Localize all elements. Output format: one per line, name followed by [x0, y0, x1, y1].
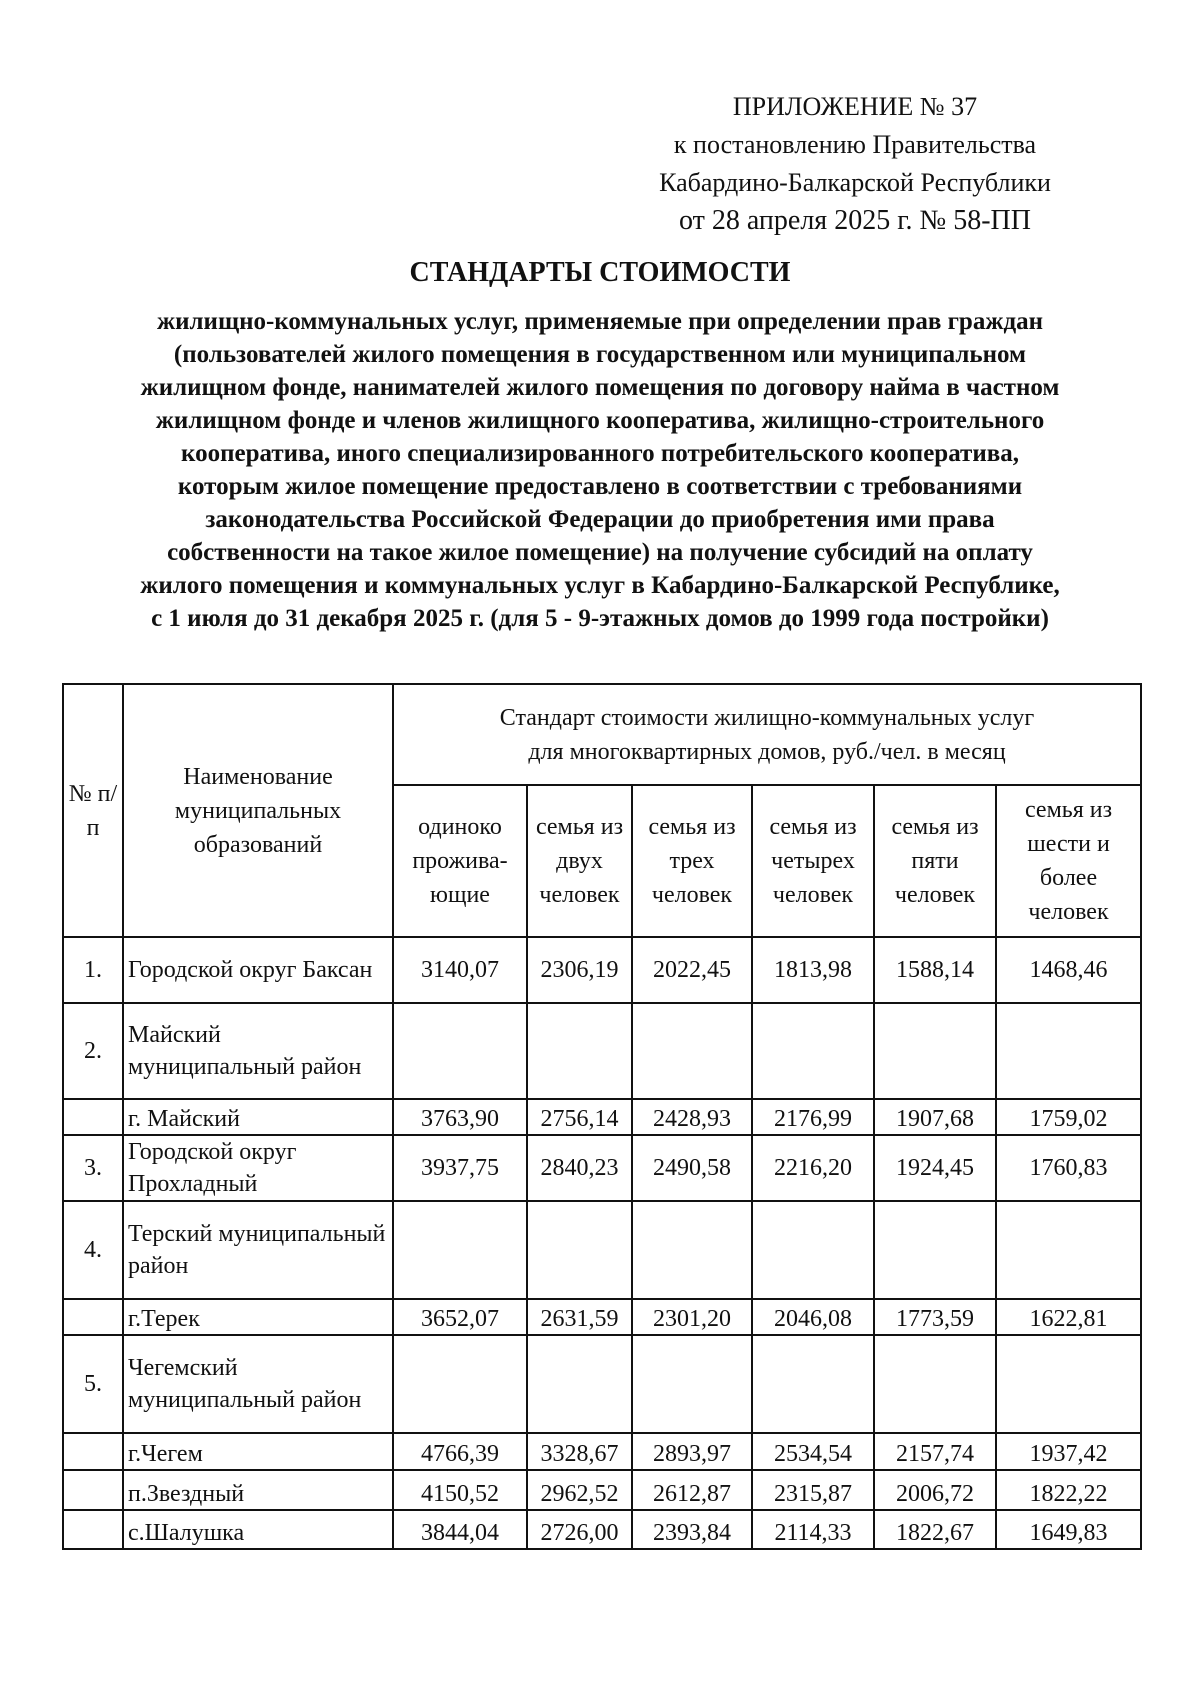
value-cell: [632, 1335, 752, 1433]
table-row: [63, 1335, 1141, 1433]
appendix-number: ПРИЛОЖЕНИЕ № 37: [732, 92, 978, 121]
header-family-2: семья из двух человек: [527, 785, 632, 937]
value-cell: [752, 1201, 874, 1299]
header-municipality: Наименование муниципальных образований: [123, 684, 393, 937]
row-number: 4.: [63, 1201, 123, 1299]
header-cost-standard-line: для многоквартирных домов, руб./чел. в месяц: [528, 738, 1006, 765]
municipality-name: г.Терек: [123, 1299, 393, 1335]
value-cell: 2756,14: [527, 1099, 632, 1135]
value-cell: 2893,97: [632, 1433, 752, 1470]
row-number: [63, 1470, 123, 1510]
value-cell: [632, 1201, 752, 1299]
value-cell: 1924,45: [874, 1135, 996, 1201]
value-cell: 1822,22: [996, 1470, 1141, 1510]
table-row: [63, 1099, 1141, 1135]
subtitle-line: с 1 июля до 31 декабря 2025 г. (для 5 - 9-этажных домов до 1999 года постройки): [151, 605, 1049, 632]
header-number: № п/п: [63, 684, 123, 937]
value-cell: 1622,81: [996, 1299, 1141, 1335]
value-cell: 2046,08: [752, 1299, 874, 1335]
header-single: одиноко прожива-ющие: [393, 785, 527, 937]
value-cell: 2315,87: [752, 1470, 874, 1510]
header-cost-standard: [393, 684, 1141, 785]
header-family-4: семья из четырех человек: [752, 785, 874, 937]
value-cell: 2176,99: [752, 1099, 874, 1135]
value-cell: 2490,58: [632, 1135, 752, 1201]
value-cell: 2612,87: [632, 1470, 752, 1510]
value-cell: 2726,00: [527, 1510, 632, 1549]
document-title: СТАНДАРТЫ СТОИМОСТИ: [409, 257, 791, 288]
subtitle-line: жилищно-коммунальных услуг, применяемые при определении прав граждан: [157, 308, 1043, 335]
value-cell: 1773,59: [874, 1299, 996, 1335]
header-cost-standard-line: Стандарт стоимости жилищно-коммунальных услуг: [499, 704, 1035, 731]
value-cell: [393, 1201, 527, 1299]
subtitle-line: жилищном фонде и членов жилищного кооператива, жилищно-строительного: [155, 407, 1045, 434]
table-row: [63, 1470, 1141, 1510]
document-subtitle: [60, 305, 1140, 635]
value-cell: 2962,52: [527, 1470, 632, 1510]
value-cell: 1822,67: [874, 1510, 996, 1549]
subtitle-line: законодательства Российской Федерации до приобретения ими права: [205, 506, 995, 533]
value-cell: 2114,33: [752, 1510, 874, 1549]
appendix-date: от 28 апреля 2025 г. № 58-ПП: [679, 205, 1031, 236]
row-number: [63, 1433, 123, 1470]
table-row: [63, 1510, 1141, 1549]
value-cell: 1588,14: [874, 937, 996, 1003]
subtitle-line: собственности на такое жилое помещение) на получение субсидий на оплату: [167, 539, 1033, 566]
municipality-name: Майский муниципальный район: [123, 1003, 393, 1099]
row-number: [63, 1099, 123, 1135]
municipality-name: с.Шалушка: [123, 1510, 393, 1549]
value-cell: 2006,72: [874, 1470, 996, 1510]
value-cell: 3844,04: [393, 1510, 527, 1549]
table-row: [63, 1135, 1141, 1201]
value-cell: 1937,42: [996, 1433, 1141, 1470]
value-cell: 1649,83: [996, 1510, 1141, 1549]
value-cell: [393, 1003, 527, 1099]
value-cell: [752, 1335, 874, 1433]
value-cell: 1759,02: [996, 1099, 1141, 1135]
table-row: [63, 1433, 1141, 1470]
value-cell: [996, 1003, 1141, 1099]
value-cell: 1813,98: [752, 937, 874, 1003]
value-cell: 1907,68: [874, 1099, 996, 1135]
row-number: [63, 1510, 123, 1549]
value-cell: [996, 1201, 1141, 1299]
value-cell: 2428,93: [632, 1099, 752, 1135]
value-cell: 2301,20: [632, 1299, 752, 1335]
row-number: [63, 1299, 123, 1335]
municipality-name: г. Майский: [123, 1099, 393, 1135]
value-cell: 3328,67: [527, 1433, 632, 1470]
table-row: [63, 937, 1141, 1003]
value-cell: 2840,23: [527, 1135, 632, 1201]
subtitle-line: жилого помещения и коммунальных услуг в Кабардино-Балкарской Республике,: [140, 572, 1060, 599]
value-cell: [632, 1003, 752, 1099]
appendix-header: [625, 88, 1085, 240]
row-number: 3.: [63, 1135, 123, 1201]
municipality-name: Терский муниципальный район: [123, 1201, 393, 1299]
table-row: [63, 1299, 1141, 1335]
value-cell: 2534,54: [752, 1433, 874, 1470]
value-cell: 3652,07: [393, 1299, 527, 1335]
value-cell: 2022,45: [632, 937, 752, 1003]
value-cell: 4150,52: [393, 1470, 527, 1510]
value-cell: [874, 1003, 996, 1099]
municipality-name: г.Чегем: [123, 1433, 393, 1470]
value-cell: 2157,74: [874, 1433, 996, 1470]
value-cell: 2393,84: [632, 1510, 752, 1549]
header-family-6-plus: семья из шести и более человек: [996, 785, 1141, 937]
value-cell: [393, 1335, 527, 1433]
value-cell: [752, 1003, 874, 1099]
header-family-5: семья из пяти человек: [874, 785, 996, 937]
value-cell: 2631,59: [527, 1299, 632, 1335]
value-cell: [996, 1335, 1141, 1433]
municipality-name: Городской округ Прохладный: [123, 1135, 393, 1201]
table-row: [63, 1201, 1141, 1299]
value-cell: 3140,07: [393, 937, 527, 1003]
value-cell: [874, 1201, 996, 1299]
header-family-3: семья из трех человек: [632, 785, 752, 937]
row-number: 1.: [63, 937, 123, 1003]
standards-table: [62, 683, 1142, 1550]
subtitle-line: жилищном фонде, нанимателей жилого помещения по договору найма в частном: [140, 374, 1060, 401]
row-number: 5.: [63, 1335, 123, 1433]
appendix-government: Кабардино-Балкарской Республики: [659, 168, 1051, 197]
value-cell: 3763,90: [393, 1099, 527, 1135]
table-row: [63, 1003, 1141, 1099]
value-cell: 3937,75: [393, 1135, 527, 1201]
appendix-resolution: к постановлению Правительства: [673, 130, 1037, 159]
value-cell: 1760,83: [996, 1135, 1141, 1201]
value-cell: [527, 1335, 632, 1433]
subtitle-line: (пользователей жилого помещения в государственном или муниципальном: [173, 341, 1027, 368]
value-cell: 2306,19: [527, 937, 632, 1003]
value-cell: 1468,46: [996, 937, 1141, 1003]
row-number: 2.: [63, 1003, 123, 1099]
municipality-name: Городской округ Баксан: [123, 937, 393, 1003]
value-cell: [874, 1335, 996, 1433]
value-cell: 2216,20: [752, 1135, 874, 1201]
subtitle-line: которым жилое помещение предоставлено в соответствии с требованиями: [177, 473, 1023, 500]
municipality-name: Чегемский муниципальный район: [123, 1335, 393, 1433]
value-cell: 4766,39: [393, 1433, 527, 1470]
subtitle-line: кооператива, иного специализированного потребительского кооператива,: [181, 440, 1019, 467]
value-cell: [527, 1201, 632, 1299]
municipality-name: п.Звездный: [123, 1470, 393, 1510]
value-cell: [527, 1003, 632, 1099]
